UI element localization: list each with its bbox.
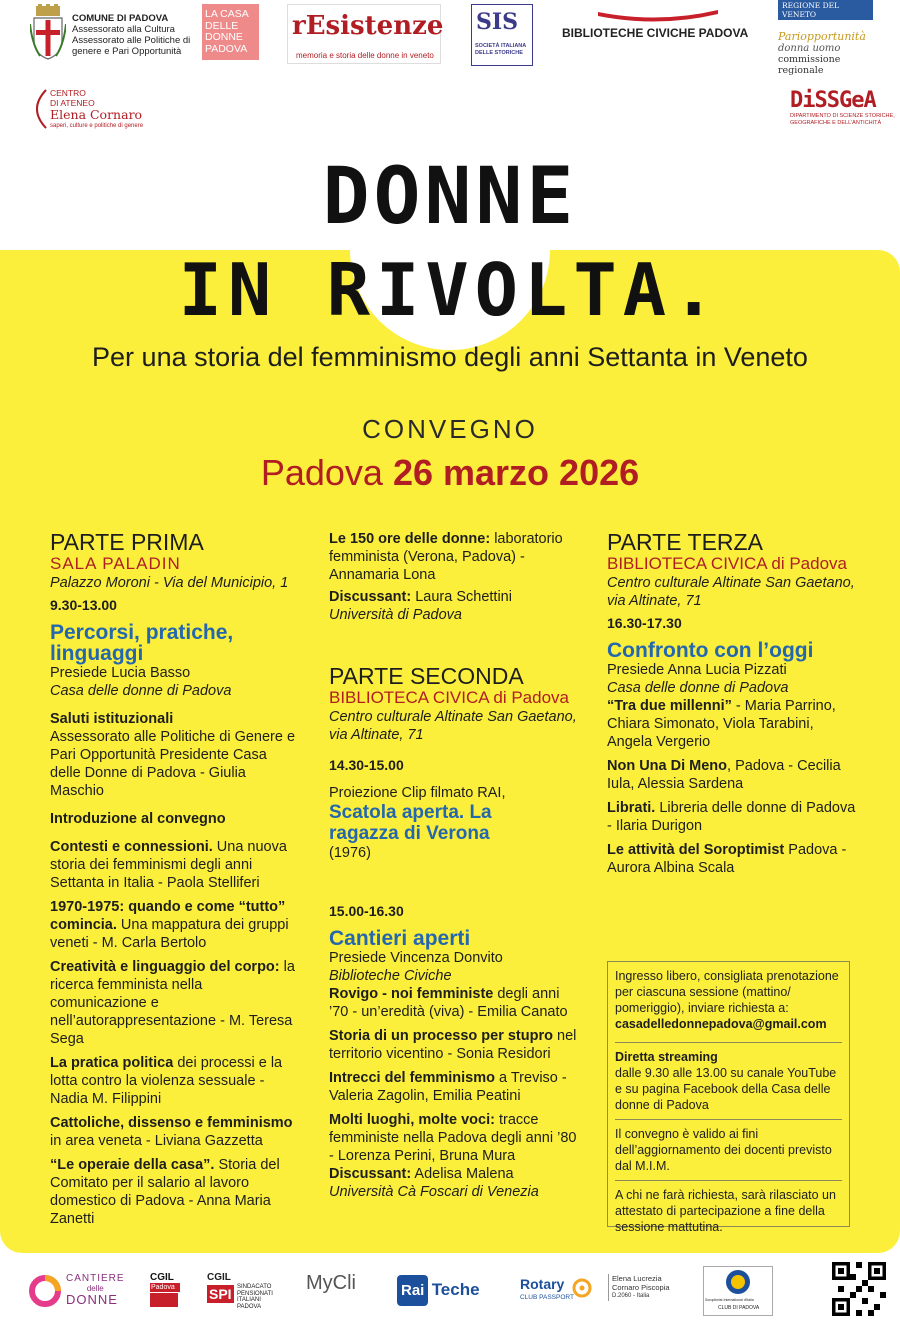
talk xyxy=(607,841,857,877)
logo-dissgea xyxy=(790,88,895,130)
saluti-text: Assessorato alle Politiche di Genere e Pari Opportunità Presidente Casa delle Donne di Padova - Giulia Maschio xyxy=(50,729,296,799)
talk xyxy=(329,985,579,1021)
casa-donne-line: PADOVA xyxy=(205,42,248,55)
clip-title: Scatola aperta. La ragazza di Verona xyxy=(329,802,492,844)
talk xyxy=(329,1069,579,1105)
logo-comune-padova xyxy=(30,4,191,64)
session-chair: Presiede Lucia Basso xyxy=(50,665,191,681)
talk-title: Non Una Di Meno xyxy=(607,758,728,774)
cantiere-l2: delle xyxy=(86,1284,104,1293)
talk-text: Libreria delle donne di Padova - Ilaria Durigon xyxy=(607,800,856,834)
logo-soroptimist xyxy=(703,1266,773,1316)
talk xyxy=(50,1114,300,1150)
sis-line2: DELLE STORICHE xyxy=(475,50,523,56)
convegno-label: CONVEGNO xyxy=(362,414,538,444)
casa-donne-line: LA CASA xyxy=(205,8,249,20)
cornaro-l4: saperi, culture e politiche di genere xyxy=(50,123,144,129)
venue: BIBLIOTECA CIVICA di Padova xyxy=(607,554,848,573)
date-day: 26 marzo 2026 xyxy=(392,452,640,493)
sorop-l2: CLUB DI PADOVA xyxy=(718,1305,760,1311)
cgil-l2: Padova xyxy=(150,1283,180,1292)
talk-title: Storia di un processo per stupro xyxy=(329,1028,553,1044)
clip-year: (1976) xyxy=(329,845,371,861)
title-line1: DONNE xyxy=(322,152,578,242)
talk xyxy=(50,1156,300,1228)
talk xyxy=(50,958,300,1048)
rotary-r2: Cornaro Piscopia xyxy=(612,1283,670,1292)
rotary-sub: CLUB PASSPORT xyxy=(520,1294,574,1301)
intro-label: Introduzione al convegno xyxy=(50,811,226,827)
discussant-label: Discussant: xyxy=(329,589,412,605)
logo-cgil-padova xyxy=(150,1272,180,1308)
commissione: commissione regionale xyxy=(778,54,841,76)
address: Palazzo Moroni - Via del Municipio, 1 xyxy=(50,575,289,591)
logo-cgil-spi xyxy=(207,1272,287,1310)
session-chair-org: Casa delle donne di Padova xyxy=(607,680,789,696)
talk xyxy=(50,838,300,892)
talk-text: la ricerca femminista nella comunicazione e nell’autorappresentazione - M. Teresa Sega xyxy=(50,959,295,1047)
rotary-r1: Elena Lucrezia xyxy=(612,1274,662,1283)
column-parte-terza xyxy=(607,530,857,877)
session-chair-org: Casa delle donne di Padova xyxy=(50,683,232,699)
discussant-org: Università di Padova xyxy=(329,607,462,623)
sorop-l1: Soroptimist International d'Italia xyxy=(705,1298,754,1302)
talk-text: laboratorio femminista (Verona, Padova) - Annamaria Lona xyxy=(329,531,563,583)
talk-text: Padova - Aurora Albina Scala xyxy=(607,842,847,876)
talk-title: 1970-1975: quando e come “tutto” comincia. xyxy=(50,899,286,933)
logo-casa-donne xyxy=(202,4,259,60)
talk-title: Rovigo - noi femministe xyxy=(329,986,494,1002)
rai-suffix: Teche xyxy=(431,1280,480,1299)
venue: BIBLIOTECA CIVICA di Padova xyxy=(329,688,570,707)
talk-text: nel territorio vicentino - Sonia Residori xyxy=(329,1028,577,1062)
talk-text: dei processi e la lotta contro la violenza sessuale - Nadia M. Filippini xyxy=(50,1055,283,1107)
talk xyxy=(50,898,300,952)
discussant-name: Adelisa Malena xyxy=(411,1166,514,1182)
discussant-label: Discussant: xyxy=(329,1166,412,1182)
comune-line2: Assessorato alle Politiche di xyxy=(72,35,191,46)
column-parte-seconda xyxy=(329,530,579,1201)
comune-line3: genere e Pari Opportunità xyxy=(72,46,182,57)
dissgea-l2: GEOGRAFICHE E DELL'ANTICHITÀ xyxy=(790,120,882,126)
spi-l3: SINDACATO xyxy=(237,1284,272,1290)
session-time: 14.30-15.00 xyxy=(329,757,404,773)
session-title: Percorsi, pratiche, linguaggi xyxy=(50,621,234,665)
spi-l6: PADOVA xyxy=(237,1303,262,1310)
pari-line1: Pariopportunità xyxy=(778,30,866,43)
clip-label: Proiezione Clip filmato RAI, xyxy=(329,785,506,801)
dissgea-l1: DIPARTIMENTO DI SCIENZE STORICHE, xyxy=(790,113,895,119)
cornaro-l2: DI ATENEO xyxy=(50,98,95,108)
talk xyxy=(607,757,857,793)
spi-l4: PENSIONATI xyxy=(237,1290,273,1297)
session-chair-org: Biblioteche Civiche xyxy=(329,968,452,984)
logo-centro-cornaro xyxy=(26,88,146,134)
talk-title: Contesti e connessioni. xyxy=(50,839,213,855)
event-date xyxy=(0,452,900,494)
sis-line1: SOCIETÀ ITALIANA xyxy=(475,43,527,49)
talk-text: tracce femministe nella Padova degli anni ’80 - Lorenza Perini, Bruna Mura xyxy=(329,1112,577,1164)
talk-title: “Le operaie della casa”. xyxy=(50,1157,215,1173)
sis-name: SIS xyxy=(476,9,519,35)
talk xyxy=(329,1111,579,1165)
info-certificate: A chi ne farà richiesta, sarà rilasciato un attestato di partecipazione a fine della sessione mattutina. xyxy=(615,1188,836,1234)
cornaro-l3: Elena Cornaro xyxy=(50,107,143,122)
soroptimist-emblem-icon xyxy=(725,1269,751,1295)
session-title: Cantieri aperti xyxy=(329,927,471,950)
discussant-name: Laura Schettini xyxy=(411,589,512,605)
venue: SALA PALADIN xyxy=(50,554,181,573)
talk-text: in area veneta - Liviana Gazzetta xyxy=(50,1133,263,1149)
logo-regione-veneto xyxy=(778,0,873,76)
talk-title: Intrecci del femminismo xyxy=(329,1070,495,1086)
title-line2: IN RIVOLTA. xyxy=(178,248,722,332)
talk xyxy=(607,799,857,835)
talk-text: degli anni ’70 - un’eredità (viva) - Emilia Canato xyxy=(329,986,568,1020)
cornaro-arc-icon xyxy=(26,88,48,130)
regione-top: REGIONE DEL VENETO xyxy=(778,0,873,20)
info-booking: Ingresso libero, consigliata prenotazione per ciascuna sessione (mattino/ pomeriggio), inviare richiesta a: xyxy=(615,969,839,1015)
talk-text: - Maria Parrino, Chiara Simonato, Viola Tarabini, Angela Vergerio xyxy=(607,698,836,750)
discussant xyxy=(329,1165,579,1183)
talk-title: Creatività e linguaggio del corpo: xyxy=(50,959,280,975)
talk-text: , Padova - Cecilia Iula, Alessia Sardena xyxy=(607,758,841,792)
comune-line1: Assessorato alla Cultura xyxy=(72,24,175,35)
logo-resistenze xyxy=(287,4,444,64)
talk-title: Librati. xyxy=(607,800,656,816)
talk xyxy=(50,1054,300,1108)
part-heading: PARTE PRIMA xyxy=(50,529,204,555)
discussant-org: Università Cà Foscari di Venezia xyxy=(329,1184,539,1200)
talk-text: Storia del Comitato per il salario al lavoro domestico di Padova - Anna Maria Zanetti xyxy=(50,1157,280,1227)
talk-text: Una mappatura dei gruppi veneti - M. Carla Bertolo xyxy=(50,917,289,951)
casa-donne-line: DELLE xyxy=(205,19,239,32)
casa-donne-line: DONNE xyxy=(205,31,243,43)
coat-of-arms-icon xyxy=(30,4,66,60)
talk xyxy=(607,697,857,751)
address: Centro culturale Altinate San Gaetano, via Altinate, 71 xyxy=(329,709,577,743)
logo-rotary xyxy=(520,1274,670,1308)
rai-prefix: Rai xyxy=(397,1275,428,1306)
session-chair: Presiede Anna Lucia Pizzati xyxy=(607,662,787,678)
session-time: 9.30-13.00 xyxy=(50,597,117,613)
session-chair: Presiede Vincenza Donvito xyxy=(329,950,503,966)
logo-biblioteche-civiche xyxy=(560,8,755,48)
spi-l5: ITALIANI xyxy=(237,1297,261,1303)
rotary-r3: D.2060 - Italia xyxy=(612,1293,650,1299)
resistenze-tag: memoria e storia delle donne in veneto xyxy=(296,51,434,60)
talk-title: “Tra due millenni” xyxy=(607,698,732,714)
spi-l2: SPI xyxy=(209,1286,232,1302)
biblioteche-name: BIBLIOTECHE CIVICHE PADOVA xyxy=(562,26,749,40)
rotary-wheel-icon xyxy=(572,1278,592,1298)
dissgea-name: DiSSGeA xyxy=(790,88,876,113)
talk-title: Le 150 ore delle donne: xyxy=(329,531,491,547)
info-stream-title: Diretta streaming xyxy=(615,1050,718,1064)
talk-text: a Treviso - Valeria Zagolin, Emilia Peatini xyxy=(329,1070,567,1104)
session-time: 15.00-16.30 xyxy=(329,903,404,919)
info-email[interactable]: casadelledonnepadova@gmail.com xyxy=(615,1017,827,1031)
subtitle: Per una storia del femminismo degli anni Settanta in Veneto xyxy=(92,342,808,372)
comune-name: COMUNE DI PADOVA xyxy=(72,13,169,24)
cantiere-l3: DONNE xyxy=(66,1292,118,1307)
info-stream-text: dalle 9.30 alle 13.00 su canale YouTube e su pagina Facebook della Casa delle donne di Padova xyxy=(615,1066,837,1112)
resistenze-name: rEsistenze xyxy=(292,11,444,41)
talk-title: Cattoliche, dissenso e femminismo xyxy=(50,1115,293,1131)
logo-rai-teche xyxy=(397,1275,480,1306)
column-parte-prima xyxy=(50,530,300,1228)
info-teachers: Il convegno è valido ai fini dell’aggiornamento dei docenti previsto dal M.I.M. xyxy=(615,1127,832,1173)
cantiere-l1: CANTIERE xyxy=(66,1273,125,1284)
talk xyxy=(329,1027,579,1063)
address: Centro culturale Altinate San Gaetano, via Altinate, 71 xyxy=(607,575,855,609)
talk-title: Molti luoghi, molte voci: xyxy=(329,1112,495,1128)
cgil-l1: CGIL xyxy=(150,1272,174,1283)
saluti-title: Saluti istituzionali xyxy=(50,711,174,727)
mycli-name: MyCli xyxy=(306,1272,356,1294)
talk-title: Le attività del Soroptimist xyxy=(607,842,785,858)
part-heading: PARTE SECONDA xyxy=(329,663,524,689)
session-time: 16.30-17.30 xyxy=(607,615,682,631)
logo-mycli xyxy=(306,1272,356,1295)
session-title: Confronto con l’oggi xyxy=(607,639,814,662)
swoosh-icon xyxy=(598,8,718,24)
discussant xyxy=(329,588,579,606)
talk-text: Una nuova storia dei femminismi degli anni Settanta in Italia - Paola Stelliferi xyxy=(50,839,287,891)
spi-l1: CGIL xyxy=(207,1272,231,1283)
talk xyxy=(329,530,579,584)
date-city: Padova xyxy=(260,452,383,493)
qr-code[interactable] xyxy=(832,1262,886,1316)
qr-code-icon xyxy=(832,1262,886,1316)
logo-cantiere-donne xyxy=(28,1272,128,1312)
info-box xyxy=(607,961,850,1234)
pari-line2: donna uomo xyxy=(778,43,841,54)
part-heading: PARTE TERZA xyxy=(607,529,763,555)
ring-icon xyxy=(28,1274,62,1308)
logo-sis xyxy=(471,4,533,66)
rotary-name: Rotary xyxy=(520,1276,565,1292)
cornaro-l1: CENTRO xyxy=(50,88,86,98)
talk-title: La pratica politica xyxy=(50,1055,174,1071)
